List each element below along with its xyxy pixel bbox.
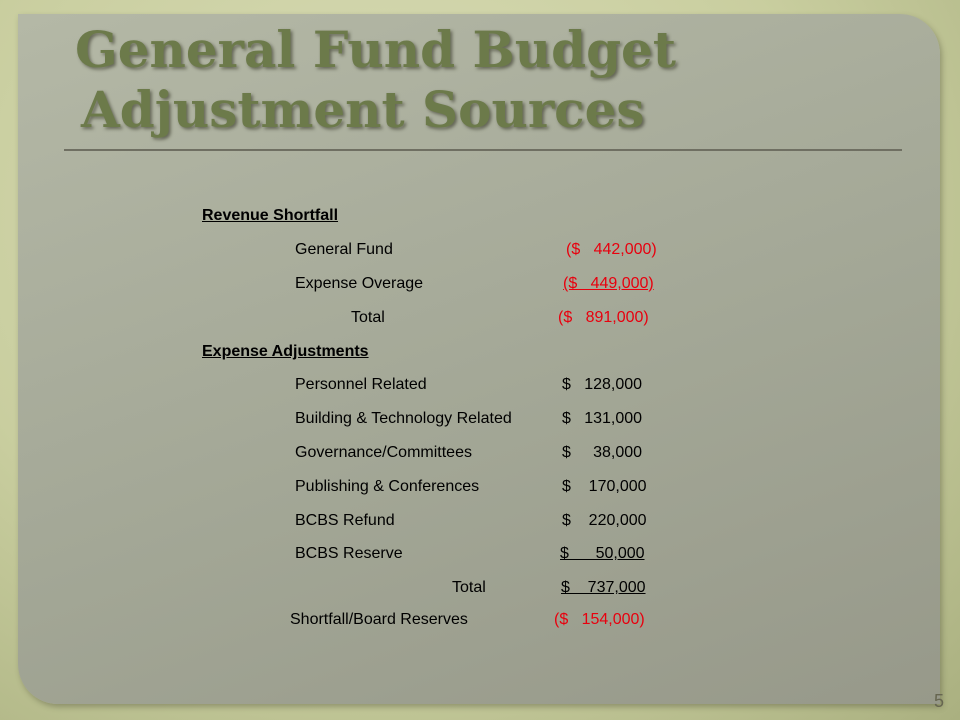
general-fund-label: General Fund bbox=[295, 241, 393, 258]
revenue-total-amount: ($ 891,000) bbox=[558, 309, 649, 326]
revenue-total-label: Total bbox=[351, 309, 385, 326]
governance-committees-amount: $ 38,000 bbox=[562, 444, 643, 461]
expense-overage-label: Expense Overage bbox=[295, 275, 424, 292]
slide-title bbox=[75, 20, 895, 140]
shortfall-board-reserves-amount: ($ 154,000) bbox=[554, 611, 645, 628]
personnel-related-amount: $ 128,000 bbox=[562, 376, 643, 393]
bcbs-refund-label: BCBS Refund bbox=[295, 512, 395, 529]
bcbs-reserve-amount: $ 50,000 bbox=[560, 545, 645, 562]
page-number: 5 bbox=[933, 691, 944, 711]
revenue-shortfall-heading: Revenue Shortfall bbox=[202, 207, 339, 224]
building-technology-amount: $ 131,000 bbox=[562, 410, 643, 427]
building-technology-label: Building & Technology Related bbox=[295, 410, 512, 427]
publishing-conferences-label: Publishing & Conferences bbox=[295, 478, 480, 495]
bcbs-refund-amount: $ 220,000 bbox=[562, 512, 647, 529]
publishing-conferences-amount: $ 170,000 bbox=[562, 478, 647, 495]
bcbs-reserve-label: BCBS Reserve bbox=[295, 545, 403, 562]
expense-total-amount: $ 737,000 bbox=[561, 579, 646, 596]
personnel-related-label: Personnel Related bbox=[295, 376, 427, 393]
expense-total-label: Total bbox=[452, 579, 486, 596]
title-line-1: General Fund Budget bbox=[75, 20, 676, 79]
title-divider bbox=[64, 149, 902, 151]
expense-overage-amount: ($ 449,000) bbox=[563, 275, 654, 292]
governance-committees-label: Governance/Committees bbox=[295, 444, 472, 461]
general-fund-amount: ($ 442,000) bbox=[566, 241, 657, 258]
shortfall-board-reserves-label: Shortfall/Board Reserves bbox=[290, 611, 468, 628]
title-line-2: Adjustment Sources bbox=[81, 80, 645, 139]
expense-adjustments-heading: Expense Adjustments bbox=[202, 343, 369, 360]
